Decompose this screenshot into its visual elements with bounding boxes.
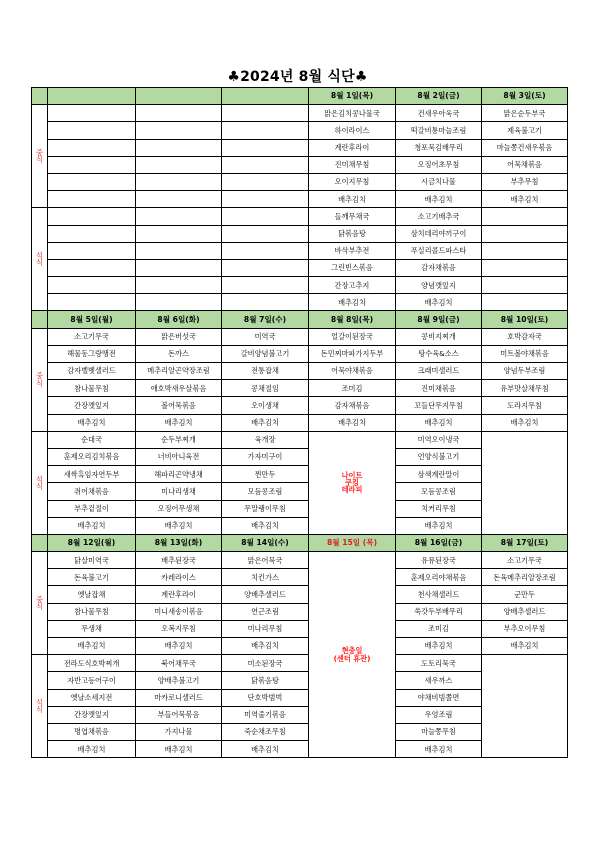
menu-item: 간장고추지 — [309, 277, 396, 294]
menu-item — [222, 259, 309, 276]
menu-item — [48, 105, 136, 122]
menu-item: 미역국 — [222, 328, 309, 345]
date-header-row — [32, 534, 568, 551]
menu-title: ♣2024년 8월 식단♣ — [227, 69, 368, 85]
menu-item: 소고기무국 — [48, 328, 136, 345]
menu-item: 배추김치 — [48, 414, 136, 431]
menu-item: 배추김치 — [309, 414, 396, 431]
menu-item: 콩채절임 — [222, 380, 309, 397]
meal-label-text: 중 식 — [36, 594, 43, 612]
special-notice-line: (센터 휴관) — [333, 653, 371, 663]
special-notice-line: 나이트 — [341, 471, 363, 480]
date-header: 8월 6일(화) — [136, 311, 222, 328]
menu-item: 죽순채조무침 — [222, 723, 309, 740]
menu-item: 찐만두 — [222, 466, 309, 483]
special-notice — [309, 431, 396, 534]
menu-item — [48, 191, 136, 208]
menu-item: 무생채 — [48, 620, 136, 637]
date-header: 8월 13일(화) — [136, 534, 222, 551]
menu-item: 유부맛살채무침 — [482, 380, 568, 397]
menu-item: 콩비지찌개 — [396, 328, 482, 345]
header-corner — [32, 534, 48, 551]
meal-label-text: 석 식 — [36, 251, 43, 268]
menu-item — [222, 277, 309, 294]
menu-item — [482, 242, 568, 259]
menu-item: 배추김치 — [396, 294, 482, 311]
menu-item: 배추김치 — [222, 741, 309, 758]
menu-item: 가지나물 — [136, 723, 222, 740]
menu-item: 하이라이스 — [309, 122, 396, 139]
menu-item: 간장깻잎지 — [48, 706, 136, 723]
date-header: 8월 12일(월) — [48, 534, 136, 551]
menu-item: 떡갈비통마늘조림 — [396, 122, 482, 139]
menu-item: 배추김치 — [396, 191, 482, 208]
menu-item: 꼬들단무지무침 — [396, 397, 482, 414]
menu-item: 맑은김치콩나물국 — [309, 105, 396, 122]
menu-item — [482, 225, 568, 242]
menu-item — [222, 156, 309, 173]
menu-item: 순두부찌개 — [136, 431, 222, 448]
menu-item: 전통잡채 — [222, 363, 309, 380]
menu-item — [136, 242, 222, 259]
menu-item — [48, 294, 136, 311]
menu-item: 배추김치 — [136, 638, 222, 655]
menu-item: 미역줄기볶음 — [222, 706, 309, 723]
date-header: 8월 15일 (목) — [309, 534, 396, 551]
menu-item: 명엽채볶음 — [48, 723, 136, 740]
date-header: 8월 1일(목) — [309, 88, 396, 105]
date-header: 8월 5일(월) — [48, 311, 136, 328]
meal-label-text: 석 식 — [36, 698, 43, 715]
menu-item: 배추김치 — [482, 191, 568, 208]
menu-item — [222, 105, 309, 122]
menu-row — [32, 139, 568, 156]
menu-item: 건새우아욱국 — [396, 105, 482, 122]
menu-row — [32, 242, 568, 259]
menu-row — [32, 191, 568, 208]
menu-item: 북어채무국 — [136, 655, 222, 672]
date-header: 8월 8일(목) — [309, 311, 396, 328]
menu-item: 배추김치 — [396, 741, 482, 758]
menu-item: 부들어묵볶음 — [136, 706, 222, 723]
menu-item: 가자미구이 — [222, 448, 309, 465]
menu-item: 미소된장국 — [222, 655, 309, 672]
menu-item — [136, 191, 222, 208]
menu-item: 바삭부추전 — [309, 242, 396, 259]
menu-item: 우엉조림 — [396, 706, 482, 723]
menu-item: 천사채샐러드 — [396, 586, 482, 603]
menu-item: 감자벨벳샐러드 — [48, 363, 136, 380]
menu-item: 배추된장국 — [136, 552, 222, 569]
menu-item: 감자채볶음 — [309, 397, 396, 414]
menu-item — [48, 242, 136, 259]
menu-item: 얼갈이된장국 — [309, 328, 396, 345]
menu-item — [222, 191, 309, 208]
menu-item: 육개장 — [222, 431, 309, 448]
special-notice-line: 쿠킹 — [345, 478, 359, 488]
menu-item — [48, 156, 136, 173]
menu-item: 닭볶음탕 — [309, 225, 396, 242]
menu-item: 마늘쫑무침 — [396, 723, 482, 740]
menu-item — [48, 259, 136, 276]
menu-item: 너비아니육전 — [136, 448, 222, 465]
menu-item: 마카로니샐러드 — [136, 689, 222, 706]
header-corner — [32, 88, 48, 105]
menu-row — [32, 380, 568, 397]
menu-item: 조미김 — [309, 380, 396, 397]
menu-item — [482, 208, 568, 225]
menu-item: 제육불고기 — [482, 122, 568, 139]
menu-item — [136, 173, 222, 190]
date-header: 8월 14일(수) — [222, 534, 309, 551]
menu-row — [32, 328, 568, 345]
menu-item: 쑥갓두부배무리 — [396, 603, 482, 620]
menu-item: 새싹흑임자연두부 — [48, 466, 136, 483]
menu-item: 야채비빔쫄면 — [396, 689, 482, 706]
menu-item: 돈육메추리알장조림 — [482, 569, 568, 586]
menu-row — [32, 277, 568, 294]
menu-item — [136, 105, 222, 122]
header-corner — [32, 311, 48, 328]
menu-item: 갈비양념불고기 — [222, 345, 309, 362]
date-header-row — [32, 88, 568, 105]
menu-item: 참나물무침 — [48, 603, 136, 620]
menu-item: 미니새송이볶음 — [136, 603, 222, 620]
menu-item: 양배추샐러드 — [222, 586, 309, 603]
menu-row — [32, 156, 568, 173]
menu-row — [32, 586, 568, 603]
menu-item: 미나리무침 — [222, 620, 309, 637]
menu-item: 청포묵김배무리 — [396, 139, 482, 156]
menu-item: 배추김치 — [136, 741, 222, 758]
menu-item — [482, 294, 568, 311]
menu-item — [482, 259, 568, 276]
menu-item: 치커리무침 — [396, 500, 482, 517]
menu-item: 미역오이냉국 — [396, 431, 482, 448]
menu-item: 돈까스 — [136, 345, 222, 362]
menu-item: 닭볶음탕 — [222, 672, 309, 689]
menu-item: 메추리알곤약장조림 — [136, 363, 222, 380]
menu-item: 시금치나물 — [396, 173, 482, 190]
menu-item: 모듬콩조림 — [396, 483, 482, 500]
menu-item: 삼색계란말이 — [396, 466, 482, 483]
menu-row — [32, 620, 568, 637]
menu-item: 양배추샐러드 — [482, 603, 568, 620]
menu-item: 맑은버섯국 — [136, 328, 222, 345]
menu-item: 배추김치 — [222, 414, 309, 431]
menu-item: 모듬콩조림 — [222, 483, 309, 500]
date-header — [222, 88, 309, 105]
menu-item: 언양식불고기 — [396, 448, 482, 465]
menu-item: 애호박새우살볶음 — [136, 380, 222, 397]
menu-row — [32, 655, 568, 672]
menu-item: 소고기배추국 — [396, 208, 482, 225]
meal-label-dinner — [32, 208, 48, 311]
menu-item: 카레라이스 — [136, 569, 222, 586]
menu-item: 부추겉절이 — [48, 500, 136, 517]
menu-item: 부추오이무침 — [482, 620, 568, 637]
menu-item — [222, 225, 309, 242]
menu-item: 푸실리콜드파스타 — [396, 242, 482, 259]
special-notice — [309, 552, 396, 758]
menu-item: 배추김치 — [222, 517, 309, 534]
menu-item — [48, 122, 136, 139]
menu-item: 옛날잡채 — [48, 586, 136, 603]
menu-item: 자반고등어구이 — [48, 672, 136, 689]
menu-item: 간장깻잎지 — [48, 397, 136, 414]
menu-item — [136, 139, 222, 156]
menu-item: 훈제오리야채볶음 — [396, 569, 482, 586]
menu-item: 볼어묵볶음 — [136, 397, 222, 414]
meal-label-text: 석 식 — [36, 474, 43, 491]
meal-label-dinner — [32, 655, 48, 758]
menu-row — [32, 208, 568, 225]
meal-label-text: 중 식 — [36, 371, 43, 388]
menu-item: 그린빈스볶음 — [309, 259, 396, 276]
monthly-menu-table — [31, 87, 568, 758]
menu-item — [48, 208, 136, 225]
menu-row — [32, 603, 568, 620]
menu-item — [136, 156, 222, 173]
date-header-row — [32, 311, 568, 328]
menu-row — [32, 105, 568, 122]
menu-item: 참나물무침 — [48, 380, 136, 397]
menu-item — [136, 277, 222, 294]
special-notice-line: 테라피 — [341, 485, 363, 495]
menu-row — [32, 431, 568, 448]
menu-item: 미나리생채 — [136, 483, 222, 500]
menu-item: 부추무침 — [482, 173, 568, 190]
special-notice-line: 현충일 — [341, 646, 363, 656]
menu-item: 해물동그랑땡전 — [48, 345, 136, 362]
menu-row — [32, 414, 568, 431]
menu-item: 들깨무채국 — [309, 208, 396, 225]
menu-row — [32, 638, 568, 655]
meal-label-lunch — [32, 328, 48, 431]
menu-item: 쥐어채볶음 — [48, 483, 136, 500]
date-header: 8월 9일(금) — [396, 311, 482, 328]
menu-item — [48, 173, 136, 190]
menu-item: 도라지무침 — [482, 397, 568, 414]
date-header — [48, 88, 136, 105]
menu-item — [222, 173, 309, 190]
menu-item: 단호박범벅 — [222, 689, 309, 706]
menu-item — [482, 277, 568, 294]
menu-item: 군만두 — [482, 586, 568, 603]
menu-item — [222, 208, 309, 225]
date-header: 8월 3일(토) — [482, 88, 568, 105]
empty-cell — [482, 431, 568, 534]
date-header: 8월 7일(수) — [222, 311, 309, 328]
menu-row — [32, 294, 568, 311]
menu-item: 오이생채 — [222, 397, 309, 414]
menu-item: 배추김치 — [396, 414, 482, 431]
menu-row — [32, 345, 568, 362]
menu-item: 배추김치 — [482, 414, 568, 431]
menu-item: 오복지무침 — [136, 620, 222, 637]
date-header: 8월 2일(금) — [396, 88, 482, 105]
menu-row — [32, 397, 568, 414]
date-header — [136, 88, 222, 105]
menu-item: 맑은순두부국 — [482, 105, 568, 122]
menu-item — [222, 139, 309, 156]
date-header: 8월 17일(토) — [482, 534, 568, 551]
menu-item — [136, 259, 222, 276]
menu-item: 양념두부조림 — [482, 363, 568, 380]
menu-item: 삼치데리야끼구이 — [396, 225, 482, 242]
date-header: 8월 10일(토) — [482, 311, 568, 328]
menu-item: 닭살미역국 — [48, 552, 136, 569]
date-header: 8월 16일(금) — [396, 534, 482, 551]
menu-item: 오이지무침 — [309, 173, 396, 190]
menu-item: 배추김치 — [222, 638, 309, 655]
meal-label-lunch — [32, 105, 48, 208]
menu-item: 연근조림 — [222, 603, 309, 620]
menu-item — [222, 294, 309, 311]
menu-item: 순대국 — [48, 431, 136, 448]
menu-item: 배추김치 — [309, 191, 396, 208]
menu-item: 도토리묵국 — [396, 655, 482, 672]
menu-item: 치킨가스 — [222, 569, 309, 586]
menu-item — [136, 208, 222, 225]
menu-item: 돈육불고기 — [48, 569, 136, 586]
menu-row — [32, 552, 568, 569]
menu-item: 돈민찌마파가지두부 — [309, 345, 396, 362]
menu-item — [136, 294, 222, 311]
menu-row — [32, 122, 568, 139]
menu-item: 무말랭이무침 — [222, 500, 309, 517]
menu-item — [222, 122, 309, 139]
menu-item: 진미채볶음 — [396, 380, 482, 397]
menu-item: 양념깻잎지 — [396, 277, 482, 294]
menu-item: 조미김 — [396, 620, 482, 637]
menu-row — [32, 363, 568, 380]
menu-item: 배추김치 — [482, 638, 568, 655]
menu-item: 배추김치 — [48, 638, 136, 655]
menu-item: 미트볼야채볶음 — [482, 345, 568, 362]
menu-item — [48, 277, 136, 294]
menu-item: 감자채볶음 — [396, 259, 482, 276]
menu-item — [136, 225, 222, 242]
menu-item: 오징어초무침 — [396, 156, 482, 173]
menu-item: 유뮤된장국 — [396, 552, 482, 569]
menu-item: 배추김치 — [396, 517, 482, 534]
menu-item: 오징어무생채 — [136, 500, 222, 517]
menu-item: 크래미샐러드 — [396, 363, 482, 380]
menu-item: 어묵야채볶음 — [309, 363, 396, 380]
menu-item — [48, 225, 136, 242]
menu-row — [32, 173, 568, 190]
empty-cell — [482, 655, 568, 758]
menu-item: 계란후라이 — [136, 586, 222, 603]
menu-item: 마늘쫑건새우볶음 — [482, 139, 568, 156]
menu-item: 옛날소세지전 — [48, 689, 136, 706]
menu-row — [32, 225, 568, 242]
menu-item: 배추김치 — [48, 517, 136, 534]
menu-item: 소고기무국 — [482, 552, 568, 569]
menu-item: 양배추불고기 — [136, 672, 222, 689]
menu-item: 훈제오리김치볶음 — [48, 448, 136, 465]
menu-item: 탕수육&소스 — [396, 345, 482, 362]
meal-label-dinner — [32, 431, 48, 534]
menu-item: 호박감자국 — [482, 328, 568, 345]
menu-item: 어묵채볶음 — [482, 156, 568, 173]
menu-row — [32, 569, 568, 586]
menu-item: 해파리곤약냉채 — [136, 466, 222, 483]
menu-item — [222, 242, 309, 259]
meal-label-text: 중 식 — [36, 148, 43, 165]
menu-row — [32, 259, 568, 276]
menu-item: 진미채무침 — [309, 156, 396, 173]
menu-item: 배추김치 — [48, 741, 136, 758]
meal-label-lunch — [32, 552, 48, 655]
menu-item — [48, 139, 136, 156]
menu-item — [136, 122, 222, 139]
menu-item: 배추김치 — [136, 517, 222, 534]
menu-item: 배추김치 — [136, 414, 222, 431]
menu-item: 맑은어묵국 — [222, 552, 309, 569]
menu-item: 새우까스 — [396, 672, 482, 689]
menu-item: 배추김치 — [396, 638, 482, 655]
menu-item: 배추김치 — [309, 294, 396, 311]
menu-item: 전라도식호박찌개 — [48, 655, 136, 672]
menu-item: 계란후라이 — [309, 139, 396, 156]
